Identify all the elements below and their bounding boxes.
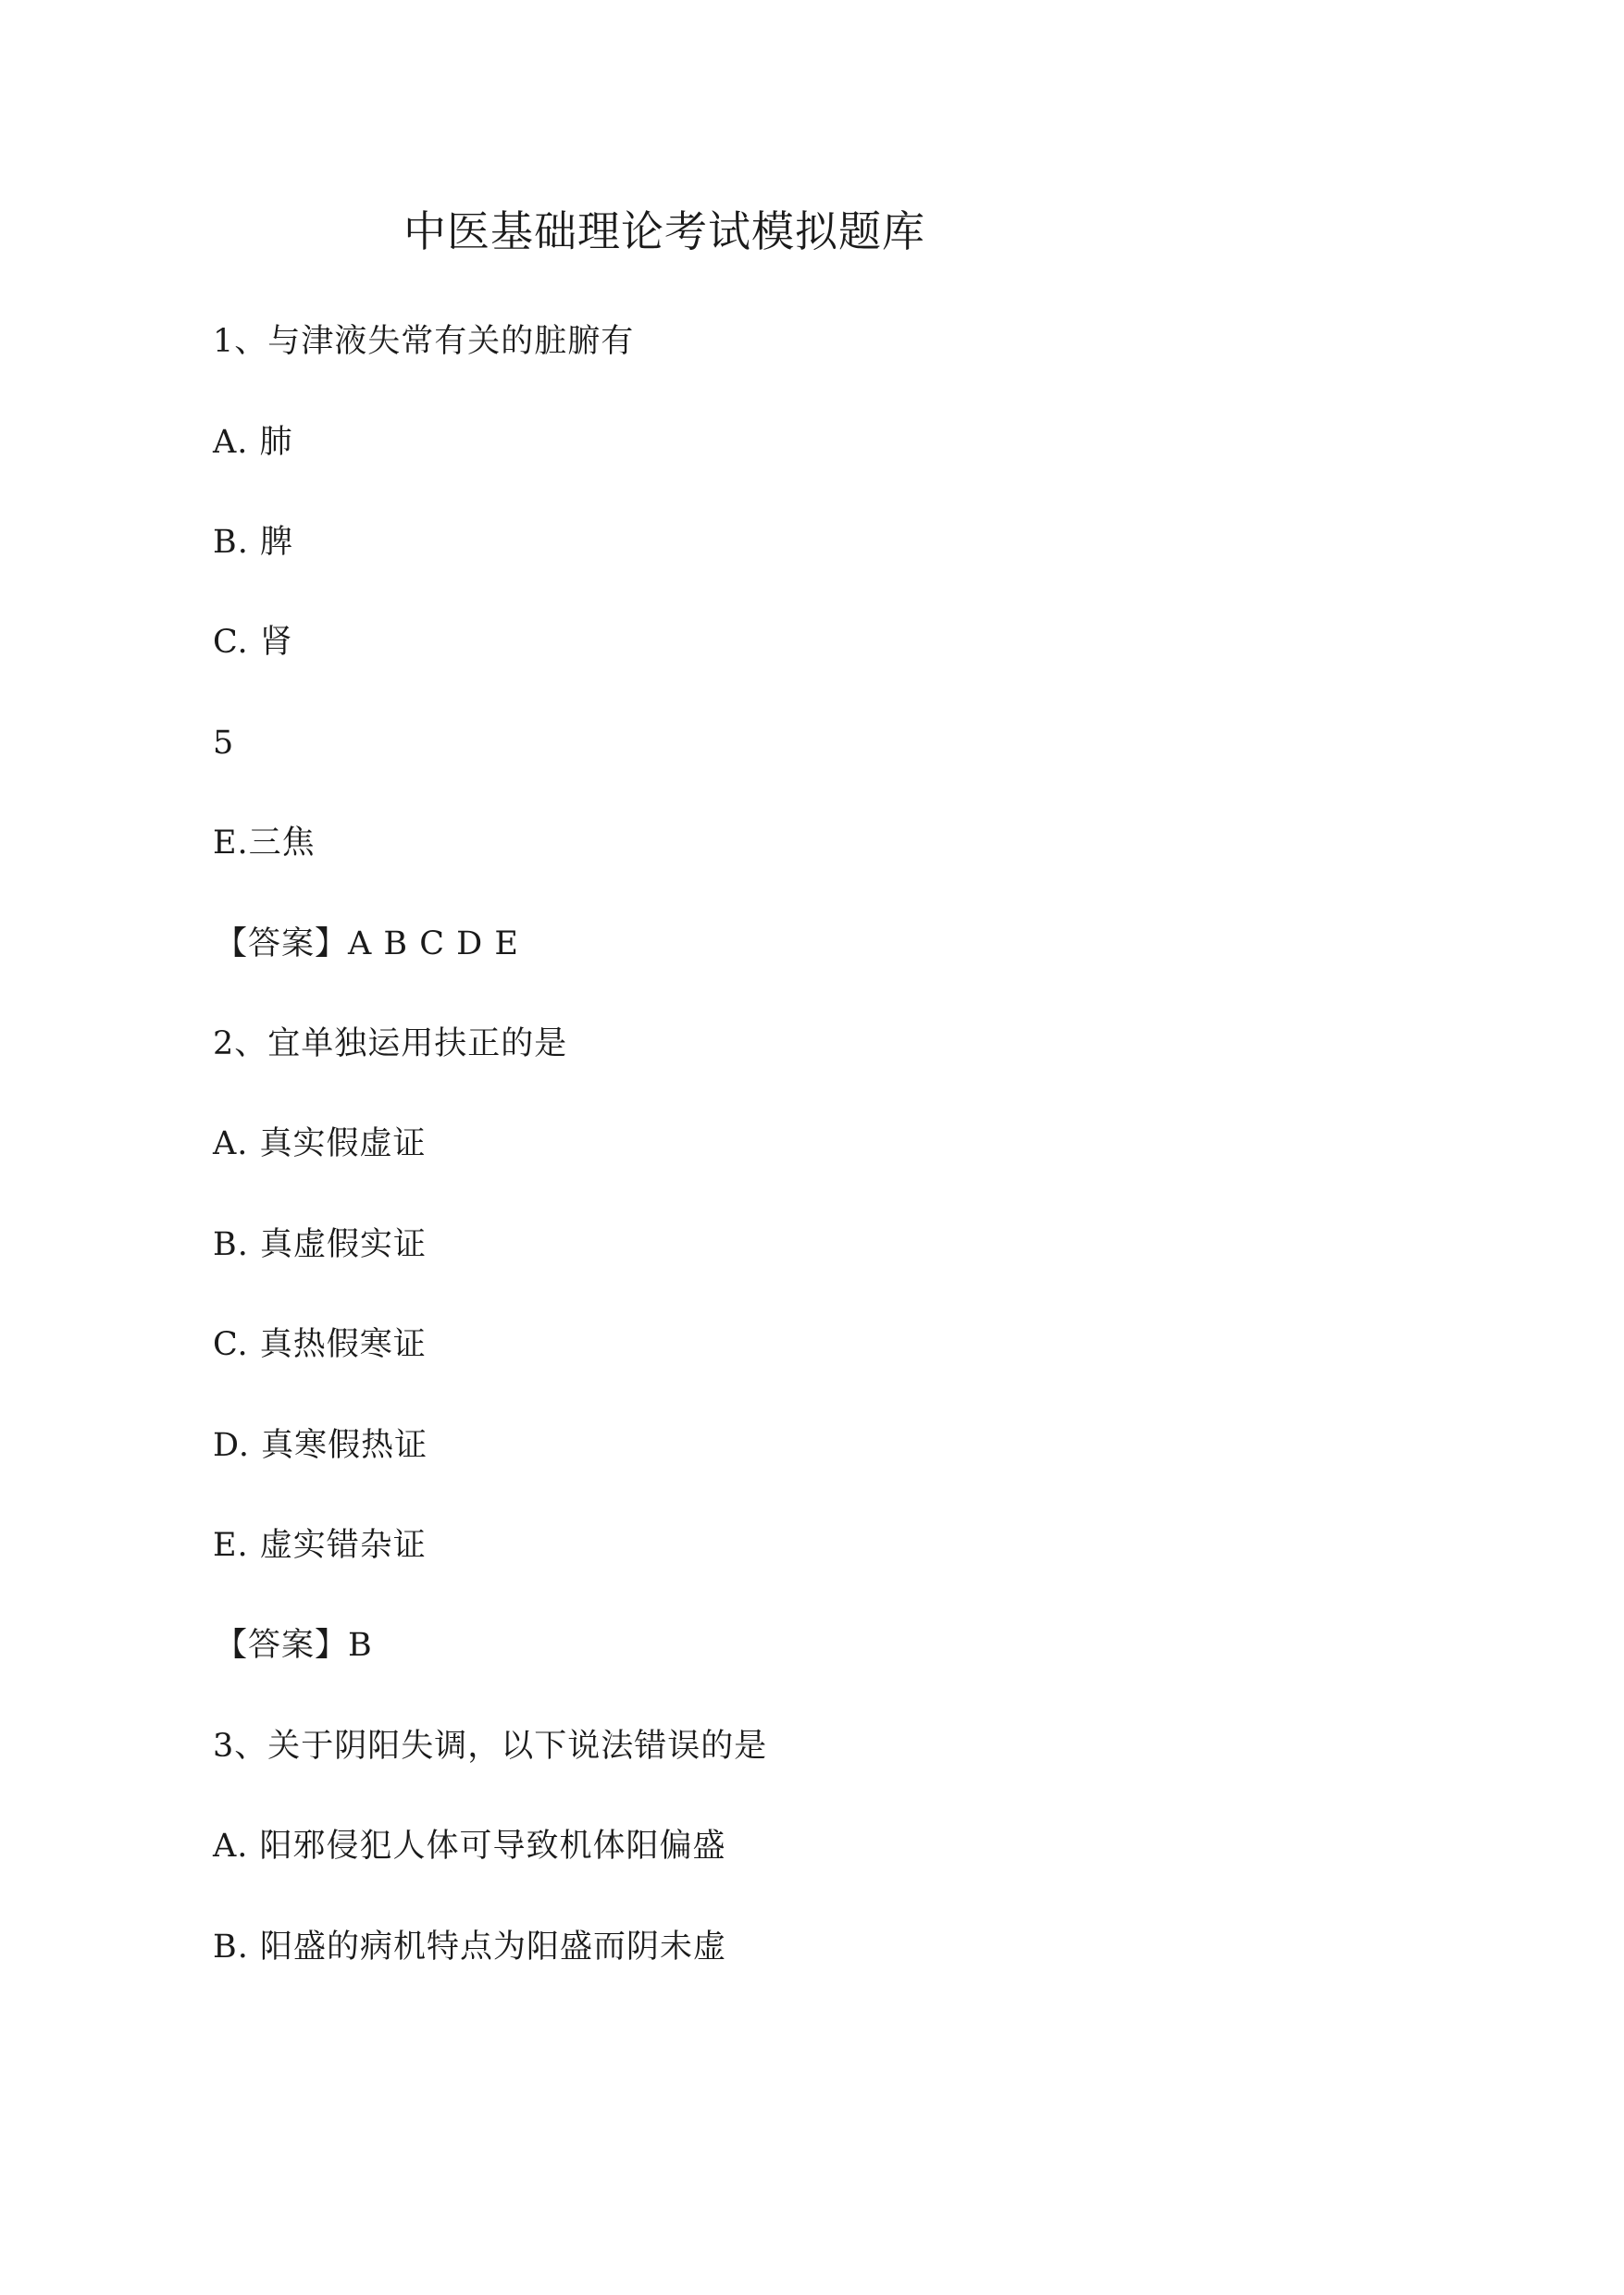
- question-2-option-b: B. 真虚假实证: [213, 1226, 427, 1263]
- question-1-option-c: C. 肾: [213, 624, 293, 661]
- question-1-stem: 1、与津液失常有关的脏腑有: [213, 323, 635, 360]
- question-2-answer: 【答案】B: [215, 1627, 373, 1664]
- question-2-option-e: E. 虚实错杂证: [213, 1527, 427, 1564]
- question-2-option-a: A. 真实假虚证: [213, 1125, 427, 1162]
- question-1-option-e: E.三焦: [213, 825, 316, 862]
- question-1-answer: 【答案】A B C D E: [215, 925, 519, 962]
- question-3-stem: 3、关于阴阳失调，以下说法错误的是: [213, 1728, 768, 1765]
- question-1-option-b: B. 脾: [213, 524, 293, 561]
- question-3-option-b: B. 阳盛的病机特点为阳盛而阴未虚: [213, 1929, 726, 1966]
- question-1-option-d: 5: [213, 725, 235, 762]
- question-2-option-d: D. 真寒假热证: [213, 1427, 428, 1464]
- question-1-option-a: A. 肺: [213, 424, 293, 461]
- question-2-option-c: C. 真热假寒证: [213, 1326, 427, 1363]
- document-title: 中医基础理论考试模拟题库: [403, 206, 925, 256]
- question-3-option-a: A. 阳邪侵犯人体可导致机体阳偏盛: [213, 1828, 726, 1865]
- question-2-stem: 2、宜单独运用扶正的是: [213, 1025, 568, 1062]
